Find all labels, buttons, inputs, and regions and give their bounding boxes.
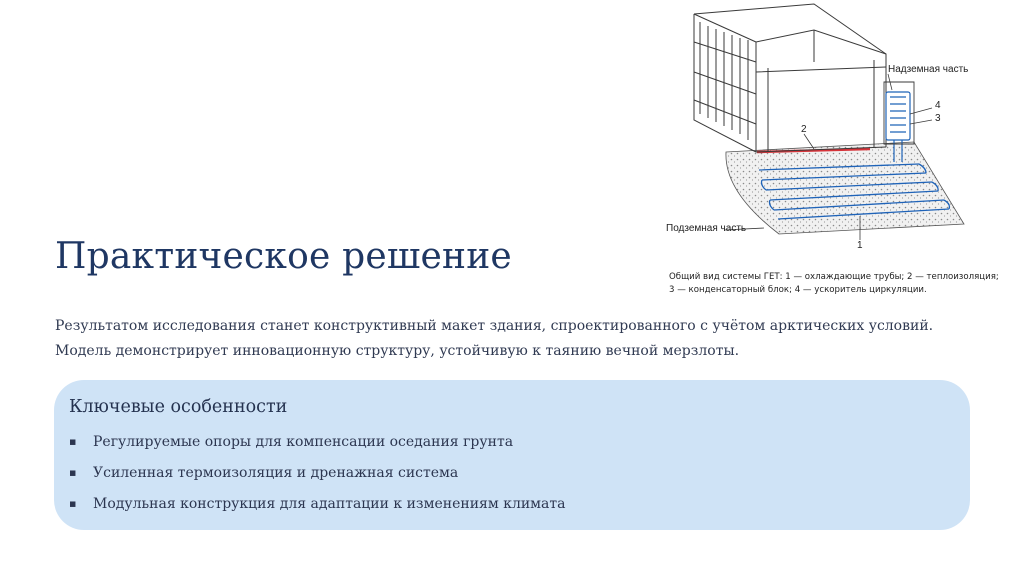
list-item (69, 463, 566, 494)
callout-3: 3 (935, 113, 941, 124)
label-above-ground: Надземная часть (888, 64, 969, 75)
feature-text: Регулируемые опоры для компенсации оседания грунта (93, 434, 514, 450)
callout-1: 1 (857, 240, 863, 251)
bullet-icon: ▪ (69, 466, 77, 479)
bullet-icon: ▪ (69, 497, 77, 510)
feature-text: Модульная конструкция для адаптации к изменениям климата (93, 496, 566, 512)
building-frame (694, 4, 886, 152)
features-list (69, 432, 566, 525)
features-card (54, 380, 970, 530)
gravel-bed (726, 142, 964, 234)
list-item (69, 494, 566, 525)
building-diagram (664, 2, 1004, 252)
feature-text: Усиленная термоизоляция и дренажная система (93, 465, 459, 481)
list-item (69, 432, 566, 463)
label-below-ground: Подземная часть (666, 223, 747, 234)
features-heading: Ключевые особенности (69, 397, 288, 417)
figure-caption: Общий вид системы ГЕТ: 1 — охлаждающие трубы; 2 — теплоизоляция; 3 — конденсаторный блок; 4 — ускоритель циркуляции. (669, 272, 999, 295)
callout-2: 2 (801, 124, 807, 135)
page-title: Практическое решение (55, 236, 512, 277)
lead-paragraph: Результатом исследования станет конструктивный макет здания, спроектированного с учётом арктических условий. Модель демонстрирует инновационную структуру, устойчивую к таянию вечной мерзлоты. (55, 318, 934, 359)
bullet-icon: ▪ (69, 435, 77, 448)
callout-4: 4 (935, 100, 941, 111)
